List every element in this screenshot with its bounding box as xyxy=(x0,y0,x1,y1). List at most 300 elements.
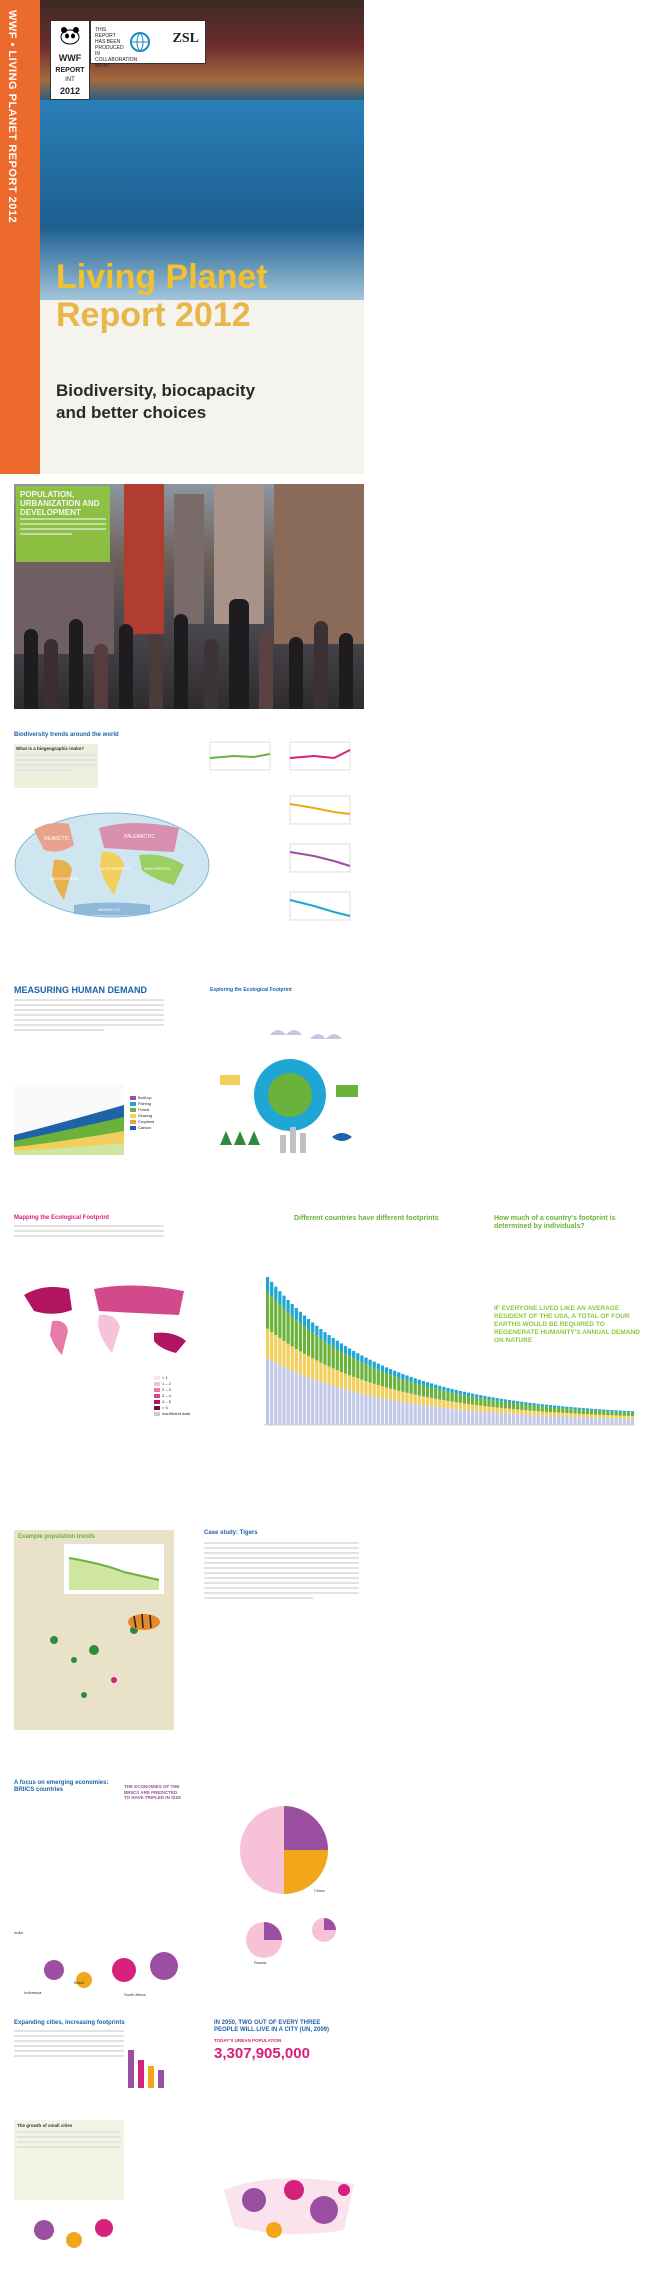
biodiversity-spread xyxy=(14,730,364,965)
footprint-bar xyxy=(291,1304,294,1316)
footprint-bar xyxy=(282,1341,285,1367)
footprint-bar xyxy=(442,1408,445,1425)
footprint-bar xyxy=(401,1374,404,1379)
footprint-bar xyxy=(311,1379,314,1425)
cover-title xyxy=(56,258,356,334)
map-legend: < 1 1 – 2 2 – 3 3 – 4 4 – 5 > 5 Insufficient data xyxy=(154,1375,190,1417)
footprint-bar xyxy=(467,1410,470,1425)
report-label: REPORT xyxy=(55,67,85,74)
footprint-bar xyxy=(537,1411,540,1415)
footprint-bar xyxy=(479,1412,482,1425)
footprint-bar xyxy=(524,1405,527,1411)
footprint-bar xyxy=(508,1402,511,1408)
footprint-bar xyxy=(541,1406,544,1411)
footprint-bar xyxy=(434,1407,437,1425)
footprint-bar xyxy=(344,1374,347,1390)
footprint-bar xyxy=(442,1400,445,1408)
footprint-bar xyxy=(336,1387,339,1425)
mapping-title: Mapping the Ecological Footprint xyxy=(14,1215,109,1221)
footprint-bar xyxy=(623,1411,626,1412)
footprint-bar xyxy=(348,1375,351,1390)
footprint-bar xyxy=(422,1405,425,1425)
footprint-bar xyxy=(610,1415,613,1418)
realm-trend-charts xyxy=(194,736,364,936)
city-dot-map-small xyxy=(24,2210,124,2260)
footprint-bar xyxy=(561,1417,564,1425)
footprint-bar xyxy=(623,1416,626,1419)
footprint-bar xyxy=(516,1409,519,1414)
footprint-bar xyxy=(574,1407,577,1409)
footprint-bar xyxy=(471,1405,474,1411)
footprint-bar xyxy=(590,1414,593,1417)
footprint-bar xyxy=(471,1411,474,1425)
footprint-bar xyxy=(287,1312,290,1343)
footprint-bar xyxy=(315,1326,318,1336)
footprint-bar xyxy=(307,1377,310,1425)
footprint-bar xyxy=(414,1378,417,1383)
globe-icon xyxy=(129,31,151,58)
footprint-bar xyxy=(405,1380,408,1392)
footprint-bar xyxy=(598,1418,601,1425)
footprint-bar xyxy=(492,1413,495,1425)
footprint-bar xyxy=(278,1305,281,1338)
footprint-bar xyxy=(381,1386,384,1398)
how-much-title: How much of a country's footprint is determined by individuals? xyxy=(494,1215,616,1230)
footprint-bar xyxy=(332,1368,335,1385)
footprint-bar xyxy=(274,1335,277,1363)
footprint-bar xyxy=(410,1382,413,1394)
footprint-bar xyxy=(418,1380,421,1385)
footprint-bar xyxy=(410,1377,413,1382)
footprint-bar xyxy=(610,1410,613,1411)
footprint-bar xyxy=(516,1414,519,1425)
footprint-bar xyxy=(348,1356,351,1375)
footprint-bar xyxy=(340,1343,343,1351)
footprint-bar xyxy=(615,1410,618,1411)
footprint-bar xyxy=(463,1395,466,1403)
partner-text: THIS REPORT HAS BEEN PRODUCED IN COLLABORATION WITH: xyxy=(95,27,138,69)
footprint-bar xyxy=(319,1382,322,1425)
footprint-bar xyxy=(418,1405,421,1425)
footprint-bar xyxy=(541,1404,544,1406)
footprint-bar xyxy=(369,1366,372,1382)
footprint-bar xyxy=(561,1413,564,1417)
footprint-bar xyxy=(574,1417,577,1425)
footprint-bar xyxy=(627,1419,630,1425)
footprint-bar xyxy=(410,1403,413,1425)
footprint-bar xyxy=(401,1402,404,1425)
footprint-bar xyxy=(492,1400,495,1407)
footprint-bar xyxy=(459,1410,462,1425)
footprint-bar xyxy=(360,1394,363,1425)
footprint-bar xyxy=(475,1411,478,1425)
human-demand-spread xyxy=(14,985,364,1195)
footprint-bar xyxy=(369,1383,372,1396)
footprint-bar xyxy=(537,1404,540,1406)
biodiversity-title: Biodiversity trends around the world xyxy=(14,732,119,738)
footprint-bar xyxy=(422,1381,425,1385)
footprint-bar xyxy=(303,1376,306,1425)
footprint-bar xyxy=(405,1375,408,1380)
cover-spine xyxy=(0,0,40,474)
realms-world-map xyxy=(14,810,210,920)
footprint-bar xyxy=(319,1329,322,1339)
footprint-bar xyxy=(615,1415,618,1418)
footprint-bar xyxy=(426,1406,429,1425)
footprint-bar xyxy=(373,1384,376,1397)
footprint-bar xyxy=(364,1381,367,1394)
footprint-bar xyxy=(561,1406,564,1408)
footprint-bar xyxy=(299,1351,302,1374)
tiger-trend-chart xyxy=(64,1544,164,1594)
footprint-bar xyxy=(266,1329,269,1359)
footprint-bar xyxy=(442,1387,445,1391)
footprint-bar xyxy=(545,1407,548,1412)
footprint-bar xyxy=(598,1415,601,1418)
population-title: POPULATION, URBANIZATION AND DEVELOPMENT xyxy=(20,490,100,517)
footprint-bar xyxy=(569,1417,572,1425)
footprint-bar xyxy=(504,1408,507,1413)
region-nearctic: NEARCTIC xyxy=(44,836,70,842)
footprint-bar xyxy=(360,1380,363,1394)
footprint-bar xyxy=(500,1408,503,1413)
briics-pie-charts xyxy=(224,1790,354,1990)
footprint-bar xyxy=(332,1347,335,1369)
footprint-bar xyxy=(295,1320,298,1349)
footprint-bar xyxy=(565,1407,568,1409)
footprint-bar xyxy=(455,1402,458,1409)
footprint-bar xyxy=(274,1287,277,1301)
footprint-bar xyxy=(582,1414,585,1417)
footprint-bar xyxy=(549,1412,552,1416)
footprint-bar xyxy=(483,1412,486,1425)
region-neotropical: NEOTROPICAL xyxy=(50,876,79,881)
footprint-bar xyxy=(282,1296,285,1309)
footprint-bar xyxy=(463,1403,466,1410)
footprint-bar xyxy=(586,1418,589,1425)
footprint-bar xyxy=(487,1397,490,1400)
footprint-bar xyxy=(487,1407,490,1413)
footprint-bar xyxy=(299,1312,302,1323)
footprint-bar xyxy=(389,1369,392,1375)
footprint-bar xyxy=(438,1386,441,1390)
footprint-bar xyxy=(533,1415,536,1425)
footprint-bar xyxy=(397,1372,400,1377)
footprint-bar xyxy=(574,1414,577,1418)
footprint-bar xyxy=(487,1412,490,1425)
footprint-bar xyxy=(385,1399,388,1425)
footprint-bar xyxy=(598,1411,601,1415)
partner-logos xyxy=(90,20,206,69)
footprint-bar xyxy=(492,1407,495,1413)
footprint-bar xyxy=(508,1409,511,1414)
footprint-bar xyxy=(528,1415,531,1425)
footprint-bar xyxy=(426,1382,429,1386)
footprint-bar xyxy=(524,1402,527,1404)
footprint-bar xyxy=(328,1385,331,1425)
footprint-bar xyxy=(578,1408,581,1410)
footprint-bar xyxy=(315,1336,318,1361)
footprint-bar xyxy=(569,1413,572,1417)
briics-spread xyxy=(14,1780,364,2005)
footprint-bar xyxy=(295,1308,298,1320)
footprint-bar xyxy=(430,1388,433,1398)
footprint-bar xyxy=(332,1338,335,1347)
footprint-bar xyxy=(287,1300,290,1313)
footprint-bar xyxy=(434,1385,437,1389)
footprint-bar xyxy=(578,1414,581,1417)
footprint-bar xyxy=(508,1414,511,1425)
footprint-bar xyxy=(463,1410,466,1425)
footprint-bar xyxy=(311,1322,314,1332)
footprint-bar xyxy=(328,1335,331,1344)
briics-title: A focus on emerging economies: BRIICS countries xyxy=(14,1780,109,1793)
footprint-bar xyxy=(385,1387,388,1399)
footprint-bar xyxy=(270,1361,273,1425)
footprint-bar xyxy=(565,1413,568,1417)
panda-icon xyxy=(51,21,89,50)
footprint-bar xyxy=(483,1396,486,1399)
footprint-bar xyxy=(414,1404,417,1425)
footprint-bar xyxy=(533,1403,536,1405)
footprint-bar xyxy=(623,1412,626,1416)
footprint-bar xyxy=(319,1339,322,1363)
footprint-bar xyxy=(451,1389,454,1393)
cities-spread xyxy=(14,2020,364,2265)
footprint-bar xyxy=(586,1408,589,1410)
footprint-bar xyxy=(619,1416,622,1419)
spine-title: WWF • LIVING PLANET REPORT 2012 xyxy=(6,10,18,224)
footprint-bar xyxy=(381,1398,384,1425)
footprint-bar xyxy=(574,1409,577,1413)
footprint-bar xyxy=(557,1408,560,1413)
footprint-bar xyxy=(410,1394,413,1404)
footprint-bar xyxy=(631,1411,634,1412)
footprint-bar xyxy=(606,1415,609,1418)
footprint-bar xyxy=(545,1405,548,1407)
cover-title-line2: Report 2012 xyxy=(56,296,251,334)
wwf-logo-box xyxy=(50,20,90,100)
footprint-bar xyxy=(295,1349,298,1372)
footprint-bar xyxy=(524,1410,527,1415)
pie-label-russia: Russia xyxy=(254,1960,267,1965)
footprint-bar xyxy=(565,1417,568,1425)
footprint-bar xyxy=(467,1393,470,1396)
footprint-bar xyxy=(373,1362,376,1368)
footprint-bar xyxy=(578,1409,581,1413)
footprint-bar xyxy=(430,1398,433,1406)
footprint-bar xyxy=(282,1309,285,1341)
region-antarctic: ANTARCTIC xyxy=(98,907,121,912)
year-label: 2012 xyxy=(59,86,81,96)
realm-info-box: What is a biogeographic realm? xyxy=(14,744,98,788)
footprint-bar xyxy=(430,1406,433,1425)
cities-body xyxy=(14,2030,124,2060)
footprint-bar xyxy=(610,1418,613,1425)
briics-quote: THE ECONOMIES OF THE BRIICS ARE PREDICTED TO HAVE TRIPLED IN SIZE xyxy=(124,1784,182,1800)
footprint-bar xyxy=(397,1391,400,1402)
footprint-bar xyxy=(631,1413,634,1416)
footprint-bar xyxy=(352,1351,355,1358)
cover-title-line1: Living Planet xyxy=(56,258,268,296)
pie-label-indonesia: Indonesia xyxy=(24,1990,42,1995)
footprint-bar xyxy=(332,1386,335,1425)
cover-subtitle-line1: Biodiversity, biocapacity xyxy=(56,381,256,400)
footprint-bar xyxy=(537,1406,540,1411)
footprint-bar xyxy=(455,1409,458,1425)
footprint-bar xyxy=(360,1362,363,1379)
footprint-bar xyxy=(352,1377,355,1392)
footprint-bar xyxy=(291,1316,294,1346)
footprint-bar xyxy=(553,1416,556,1425)
footprint-bar xyxy=(549,1407,552,1412)
footprint-bar xyxy=(524,1415,527,1425)
footprint-bar xyxy=(455,1390,458,1394)
cover-subtitle-line2: and better choices xyxy=(56,403,207,422)
footprint-bar xyxy=(328,1344,331,1366)
footprint-bar xyxy=(364,1364,367,1381)
footprint-bar xyxy=(282,1367,285,1425)
footprint-bar xyxy=(446,1401,449,1408)
footprint-bar xyxy=(336,1349,339,1370)
footprint-bar xyxy=(520,1404,523,1410)
footprint-bar xyxy=(594,1418,597,1425)
footprint-bar xyxy=(602,1415,605,1418)
footprint-bar xyxy=(356,1353,359,1360)
case-study-title: Case study: Tigers xyxy=(204,1530,258,1536)
footprint-bar xyxy=(598,1409,601,1411)
city-dot-map-large xyxy=(214,2160,364,2260)
footprint-bar xyxy=(610,1412,613,1416)
footprint-bar xyxy=(270,1332,273,1361)
footprint-bar xyxy=(393,1390,396,1401)
footprint-bar xyxy=(615,1418,618,1425)
footprint-bar xyxy=(512,1414,515,1425)
footprint-bar xyxy=(352,1358,355,1377)
footprint-bar xyxy=(446,1388,449,1392)
footprint-bar xyxy=(381,1365,384,1371)
region-palearctic: PALEARCTIC xyxy=(124,834,156,840)
footprint-bar xyxy=(520,1415,523,1425)
footprint-bar xyxy=(422,1396,425,1405)
footprint-bar xyxy=(528,1403,531,1405)
footprint-bar xyxy=(323,1383,326,1425)
footprint-bar xyxy=(459,1391,462,1394)
exploring-footprint-title: Exploring the Ecological Footprint xyxy=(210,987,292,993)
footprint-bar xyxy=(619,1412,622,1416)
footprint-bar xyxy=(504,1402,507,1408)
footprint-bar xyxy=(451,1402,454,1409)
footprint-bar xyxy=(274,1363,277,1425)
footprint-bar xyxy=(348,1348,351,1356)
tiger-body-text xyxy=(204,1542,359,1602)
footprint-bar xyxy=(463,1392,466,1395)
footprint-bar xyxy=(344,1346,347,1354)
footprint-bar xyxy=(496,1413,499,1425)
footprint-bar xyxy=(516,1404,519,1410)
footprint-bar xyxy=(291,1346,294,1370)
footprint-bar xyxy=(274,1300,277,1335)
footprint-bar xyxy=(475,1394,478,1397)
footprint-bar xyxy=(590,1418,593,1425)
footprint-bar xyxy=(422,1385,425,1396)
footprint-bar xyxy=(619,1411,622,1412)
footprint-bar xyxy=(340,1372,343,1388)
footprint-bar xyxy=(623,1419,626,1425)
footprint-bar xyxy=(602,1410,605,1412)
human-demand-body xyxy=(14,999,164,1034)
footprints-title: Different countries have different footprints xyxy=(294,1215,439,1222)
footprint-bar xyxy=(512,1401,515,1403)
footprint-bar xyxy=(377,1397,380,1425)
footprint-bar xyxy=(586,1414,589,1417)
footprint-bar xyxy=(594,1409,597,1411)
footprint-bar xyxy=(475,1397,478,1405)
country-footprint-bar-chart xyxy=(254,1275,644,1455)
footprint-bar xyxy=(303,1354,306,1376)
footprint-bar xyxy=(467,1396,470,1404)
footprint-bar xyxy=(311,1358,314,1379)
footprint-bar xyxy=(344,1354,347,1374)
footprint-bar xyxy=(278,1365,281,1425)
int-label: INT xyxy=(65,77,75,83)
cover-subtitle xyxy=(56,380,356,424)
footprint-bar xyxy=(438,1407,441,1425)
demand-legend: Built-up Fishing Forest Grazing Cropland Carbon xyxy=(130,1095,154,1131)
footprint-bar xyxy=(328,1367,331,1385)
footprint-bar xyxy=(442,1391,445,1401)
footprint-bar xyxy=(340,1388,343,1425)
footprint-bar xyxy=(389,1389,392,1400)
footprint-bar xyxy=(504,1399,507,1402)
footprint-bar xyxy=(426,1397,429,1406)
footprint-bar xyxy=(303,1315,306,1326)
cities-stat-title: IN 2050, TWO OUT OF EVERY THREE PEOPLE WILL LIVE IN A CITY (UN, 2009) xyxy=(214,2020,330,2033)
cities-title: Expanding cities, increasing footprints xyxy=(14,2020,125,2026)
footprint-bar xyxy=(500,1401,503,1408)
footprint-bar xyxy=(356,1360,359,1378)
footprint-bar xyxy=(500,1413,503,1425)
footprint-bar xyxy=(504,1413,507,1425)
footprint-bar xyxy=(508,1400,511,1403)
footprint-bar xyxy=(393,1376,396,1390)
footprint-bar xyxy=(582,1417,585,1425)
footprint-bar xyxy=(475,1405,478,1411)
footprint-bar xyxy=(323,1332,326,1341)
footprint-bar xyxy=(606,1418,609,1425)
footprint-bar xyxy=(405,1403,408,1425)
footprint-bar xyxy=(516,1401,519,1403)
footprint-bar xyxy=(438,1399,441,1407)
footprint-bar xyxy=(385,1373,388,1387)
footprint-bar xyxy=(561,1408,564,1413)
footprint-bar xyxy=(414,1383,417,1395)
footprint-bar xyxy=(315,1361,318,1381)
footprint-bar xyxy=(602,1418,605,1425)
footprint-bar xyxy=(455,1393,458,1402)
footprint-bar xyxy=(430,1383,433,1387)
footprint-bar xyxy=(553,1407,556,1412)
footprint-bar xyxy=(405,1393,408,1403)
footprint-bar xyxy=(582,1410,585,1414)
urban-population-label: TODAY'S URBAN POPULATION xyxy=(214,2038,282,2043)
footprint-bar xyxy=(401,1379,404,1392)
footprint-bar xyxy=(266,1358,269,1425)
population-body-text xyxy=(20,518,106,538)
footprint-bar xyxy=(496,1407,499,1412)
footprint-bar xyxy=(627,1411,630,1412)
usa-quote: IF EVERYONE LIVED LIKE AN AVERAGE RESIDENT OF THE USA, A TOTAL OF FOUR EARTHS WOULD BE REQUIRED TO REGENERATE HUMANITY'S ANNUAL DEMAND ON NATURE xyxy=(494,1305,640,1344)
